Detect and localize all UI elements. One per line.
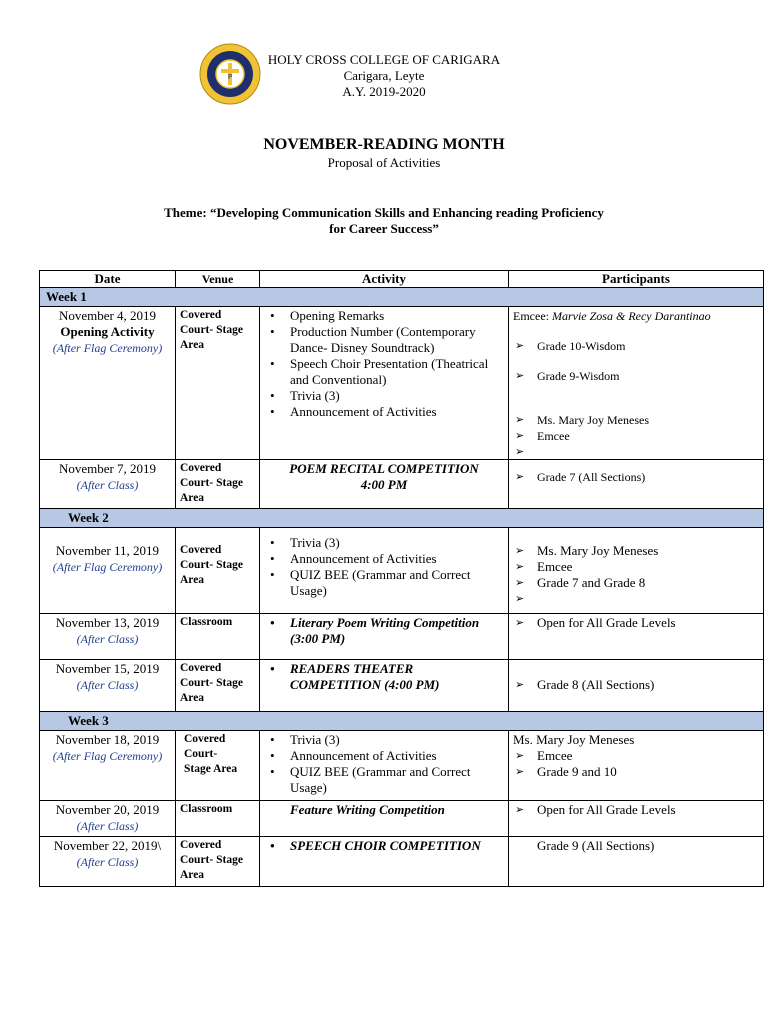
activity-title: POEM RECITAL COMPETITION: [289, 461, 479, 476]
date-cell: [40, 837, 176, 887]
venue-cell: [176, 731, 260, 801]
activity-list: [264, 661, 504, 693]
date-cell: [40, 660, 176, 712]
column-header-venue: Venue: [176, 271, 260, 288]
venue-cell: [176, 660, 260, 712]
venue-line: Covered: [180, 462, 222, 474]
list-item: • Trivia (3): [290, 535, 504, 551]
venue-line: Classroom: [180, 803, 233, 815]
week-label: Week 2: [40, 509, 764, 528]
list-item: • Opening Remarks: [290, 308, 504, 324]
participants-cell: [509, 307, 764, 460]
school-name: HOLY CROSS COLLEGE OF CARIGARA: [267, 52, 501, 67]
week-row: [40, 712, 764, 731]
date-text: November 22, 2019\: [53, 838, 162, 853]
list-item: • Announcement of Activities: [290, 551, 504, 567]
date-cell: [40, 801, 176, 837]
time-note: (After Class): [76, 632, 139, 646]
week-label: Week 1: [40, 288, 764, 307]
participants-cell: [509, 837, 764, 887]
activities-table: [39, 270, 764, 887]
activity-cell: [260, 801, 509, 837]
venue-line: Area: [180, 574, 205, 586]
table-row: [40, 731, 764, 801]
venue-line: Court- Stage: [180, 677, 243, 689]
participants-cell: [509, 660, 764, 712]
participant-item: ➢ Emcee: [513, 559, 759, 575]
time-note: (After Class): [76, 678, 139, 692]
school-year: A.Y. 2019-2020: [342, 84, 426, 99]
list-item: • Literary Poem Writing Competition (3:00 PM): [290, 615, 504, 647]
venue-line: Court- Stage: [180, 477, 243, 489]
date-cell: [40, 307, 176, 460]
venue-line: Classroom: [180, 616, 233, 628]
participants-cell: [509, 460, 764, 509]
participant-item: ➢ Ms. Mary Joy Meneses: [513, 412, 759, 428]
date-cell: [40, 614, 176, 660]
date-text: November 15, 2019: [55, 661, 160, 676]
activity-cell: [260, 307, 509, 460]
venue-cell: [176, 307, 260, 460]
participant-item: Grade 9 (All Sections): [537, 838, 655, 853]
venue-line: Area: [180, 869, 205, 881]
page-title: NOVEMBER-READING MONTH: [263, 136, 505, 153]
participant-item: [513, 591, 759, 605]
list-item: • QUIZ BEE (Grammar and Correct Usage): [290, 764, 504, 796]
list-item: • Announcement of Activities: [290, 404, 504, 420]
venue-cell: [176, 801, 260, 837]
participants-cell: [509, 614, 764, 660]
time-note: (After Flag Ceremony): [52, 560, 163, 574]
table-header-row: [40, 271, 764, 288]
emcee-names: Marvie Zosa & Recy Darantinao: [551, 309, 711, 323]
participant-item: ➢ Grade 8 (All Sections): [513, 677, 759, 693]
activity-cell: [260, 460, 509, 509]
venue-line: Covered: [184, 733, 226, 745]
date-text: November 20, 2019: [55, 802, 160, 817]
time-note: (After Flag Ceremony): [52, 749, 163, 763]
venue-line: Covered: [180, 839, 222, 851]
activity-list: [264, 838, 504, 854]
school-header: [258, 52, 510, 100]
table-row: [40, 460, 764, 509]
emcee-label: Emcee:: [513, 309, 549, 323]
list-item: • Speech Choir Presentation (Theatrical and Conventional): [290, 356, 504, 388]
list-item: • QUIZ BEE (Grammar and Correct Usage): [290, 567, 504, 599]
table-row: [40, 660, 764, 712]
svg-text:P: P: [227, 73, 233, 81]
list-item: • Trivia (3): [290, 388, 504, 404]
list-item: • READERS THEATER COMPETITION (4:00 PM): [290, 661, 504, 693]
theme-statement: [0, 205, 768, 237]
column-header-date: Date: [40, 271, 176, 288]
participant-item: [513, 444, 759, 458]
participant-item: ➢ Emcee: [513, 428, 759, 444]
list-item: • SPEECH CHOIR COMPETITION: [290, 838, 504, 854]
activity-list: [264, 615, 504, 647]
activity-cell: [260, 614, 509, 660]
venue-line: Covered: [180, 662, 222, 674]
activity-title: Feature Writing Competition: [290, 802, 445, 817]
venue-line: Covered: [180, 309, 222, 321]
venue-line: Stage Area: [184, 763, 238, 775]
date-cell: [40, 528, 176, 614]
date-text: November 13, 2019: [55, 615, 160, 630]
activity-cell: [260, 660, 509, 712]
list-item: • Production Number (Contemporary Dance- Disney Soundtrack): [290, 324, 504, 356]
activity-list: [264, 308, 504, 420]
activity-list: [264, 535, 504, 599]
activity-cell: [260, 528, 509, 614]
venue-line: Court- Stage: [180, 559, 243, 571]
date-cell: [40, 731, 176, 801]
table-row: [40, 837, 764, 887]
participants-cell: [509, 801, 764, 837]
time-note: (After Class): [76, 819, 139, 833]
week-row: [40, 288, 764, 307]
venue-cell: [176, 528, 260, 614]
venue-line: Area: [180, 692, 205, 704]
date-text: November 4, 2019: [58, 308, 157, 323]
date-text: November 18, 2019: [55, 732, 160, 747]
table-row: [40, 307, 764, 460]
venue-cell: [176, 837, 260, 887]
date-text: November 11, 2019: [55, 543, 160, 558]
school-seal-logo: [199, 43, 261, 105]
list-item: • Trivia (3): [290, 732, 504, 748]
column-header-activity: Activity: [260, 271, 509, 288]
activity-cell: [260, 731, 509, 801]
venue-line: Court- Stage: [180, 854, 243, 866]
participant-item: Ms. Mary Joy Meneses: [513, 732, 635, 747]
participant-item: ➢ Open for All Grade Levels: [513, 802, 759, 818]
participant-item: ➢ Emcee: [513, 748, 759, 764]
participant-item: ➢ Grade 7 (All Sections): [513, 469, 759, 485]
date-cell: [40, 460, 176, 509]
table-row: [40, 528, 764, 614]
activity-time: 4:00 PM: [360, 477, 408, 492]
date-text: November 7, 2019: [58, 461, 157, 476]
venue-line: Area: [180, 339, 205, 351]
time-note: (After Class): [76, 855, 139, 869]
participant-item: ➢ Open for All Grade Levels: [513, 615, 759, 631]
venue-line: Covered: [180, 544, 222, 556]
venue-cell: [176, 460, 260, 509]
activity-cell: [260, 837, 509, 887]
week-row: [40, 509, 764, 528]
participant-item: ➢ Grade 9-Wisdom: [513, 368, 759, 384]
opening-activity-label: Opening Activity: [60, 324, 155, 339]
time-note: (After Flag Ceremony): [52, 341, 163, 355]
emcee-line: [513, 308, 759, 324]
participants-cell: [509, 731, 764, 801]
school-location: Carigara, Leyte: [343, 68, 425, 83]
participant-item: ➢ Grade 10-Wisdom: [513, 338, 759, 354]
column-header-participants: Participants: [509, 271, 764, 288]
activity-list: [264, 732, 504, 796]
time-note: (After Class): [76, 478, 139, 492]
list-item: • Announcement of Activities: [290, 748, 504, 764]
table-row: [40, 614, 764, 660]
theme-line-1: Theme: “Developing Communication Skills and Enhancing reading Proficiency: [164, 205, 604, 220]
participant-item: ➢ Grade 7 and Grade 8: [513, 575, 759, 591]
theme-line-2: for Career Success”: [329, 221, 439, 236]
venue-line: Area: [180, 492, 205, 504]
venue-cell: [176, 614, 260, 660]
week-label: Week 3: [40, 712, 764, 731]
venue-line: Court-: [184, 748, 218, 760]
page-subtitle: Proposal of Activities: [327, 155, 441, 170]
table-row: [40, 801, 764, 837]
participant-item: ➢ Grade 9 and 10: [513, 764, 759, 780]
participants-cell: [509, 528, 764, 614]
venue-line: Court- Stage: [180, 324, 243, 336]
participant-item: ➢ Ms. Mary Joy Meneses: [513, 543, 759, 559]
